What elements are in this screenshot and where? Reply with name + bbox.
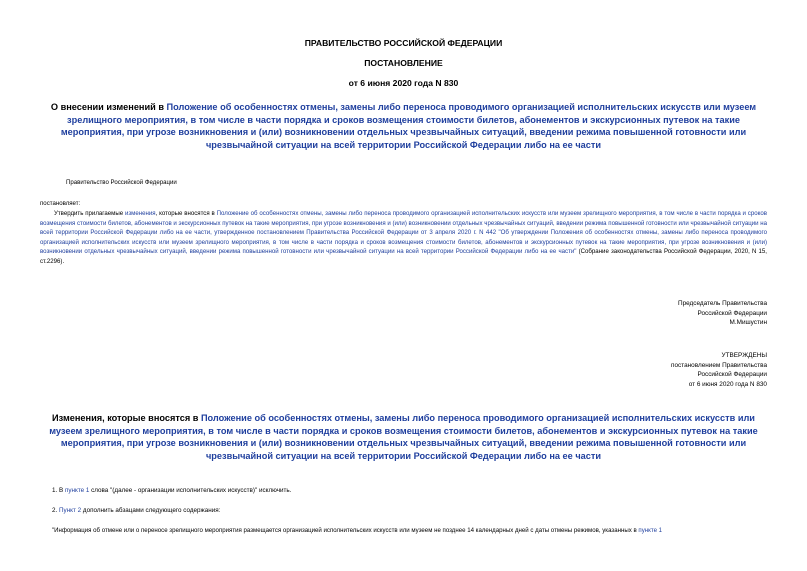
document-title bbox=[40, 101, 767, 151]
document-date: от 6 июня 2020 года N 830 bbox=[348, 78, 459, 88]
item-3-text: "Информация об отмене или о переносе зрелищного мероприятия размещается организацией исполнительских искусств или музеем не позднее 14 календарных дней с даты отмены режимов, указанных в bbox=[52, 527, 639, 534]
signature-line-2: Российской Федерации bbox=[697, 309, 767, 317]
approved-line-4: от 6 июня 2020 года N 830 bbox=[688, 380, 767, 388]
approved-line-2: постановлением Правительства bbox=[671, 361, 767, 369]
document-type: ПОСТАНОВЛЕНИЕ bbox=[364, 58, 443, 68]
resolves-text: постановляет: bbox=[40, 200, 81, 207]
resolution-paragraph bbox=[40, 209, 767, 267]
item-2-link[interactable]: Пункт 2 bbox=[59, 507, 82, 514]
signature-block bbox=[678, 299, 767, 328]
p1-text-2: , которые вносятся в bbox=[155, 210, 217, 217]
signature-line-1: Председатель Правительства bbox=[678, 300, 767, 307]
item-3 bbox=[52, 527, 772, 534]
item-1-text-2: слова "(далее - организации исполнительских искусств)" исключить. bbox=[89, 487, 292, 494]
p1-text-3: (Собрание законодательства Российской Федерации, 2020, N 15, ст.2296). bbox=[40, 248, 767, 265]
regulation-link[interactable]: Положение об особенностях отмены, замены либо переноса проводимого организацией исполнительских искусств или музеем зрелищного мероприятия, в том числе в части порядка и сроков возмещения стоимости билетов, абонементов и экскурсионных путевок на такие мероприятия, при угрозе возникновения и (или) возникновении отдельных чрезвычайных ситуаций, введении режима повышенной готовности или чрезвычайной ситуации на всей территории Российской Федерации либо на ее части, утвержденное постановлением Правительства Российской Федерации от 3 апреля 2020 г. N 442 "Об утверждении Положения об особенностях отмены, замены либо переноса проводимого организацией исполнительских искусств или музеем зрелищного мероприятия, в том числе в части порядка и сроков возмещения стоимости билетов, абонементов и экскурсионных путевок на такие мероприятия, при угрозе возникновения и (или) возникновении отдельных чрезвычайных ситуаций, введении режима повышенной готовности или чрезвычайной ситуации на всей территории Российской Федерации либо на ее части" bbox=[40, 210, 767, 256]
approved-line-3: Российской Федерации bbox=[697, 371, 767, 379]
title2-prefix: Изменения, которые вносятся в bbox=[52, 413, 201, 423]
p1-text-1: Утвердить прилагаемые bbox=[54, 210, 125, 217]
title2-link[interactable]: Положение об особенностях отмены, замены либо переноса проводимого организацией исполнительских искусств или музеем зрелищного мероприятия, в том числе в части порядка и сроков возмещения стоимости билетов, абонементов и экскурсионных путевок на такие мероприятия, при угрозе возникновения и (или) возникновении отдельных чрезвычайных ситуаций, введении режима повышенной готовности или чрезвычайной ситуации на всей территории Российской Федерации либо на ее части bbox=[49, 413, 758, 461]
title-link[interactable]: Положение об особенностях отмены, замены либо переноса проводимого организацией исполнительских искусств или музеем зрелищного мероприятия, в том числе в части порядка и сроков возмещения стоимости билетов, абонементов и экскурсионных путевок на такие мероприятия, при угрозе возникновения и (или) возникновении отдельных чрезвычайных ситуаций, введении режима повышенной готовности или чрезвычайной ситуации на всей территории Российской Федерации либо на ее части bbox=[60, 102, 757, 150]
item-1 bbox=[52, 487, 291, 494]
item-1-text-1: 1. В bbox=[52, 487, 65, 494]
org-name: ПРАВИТЕЛЬСТВО РОССИЙСКОЙ ФЕДЕРАЦИИ bbox=[304, 38, 503, 48]
item-3-link[interactable]: пункте 1 bbox=[638, 527, 663, 534]
item-2-text: дополнить абзацами следующего содержания: bbox=[81, 507, 221, 514]
title-prefix: О внесении изменений в bbox=[50, 102, 167, 112]
item-1-link[interactable]: пункте 1 bbox=[64, 487, 90, 494]
changes-link[interactable]: изменения bbox=[124, 210, 156, 217]
changes-title bbox=[40, 412, 767, 462]
approved-block bbox=[671, 351, 767, 389]
signature-line-3: М.Мишустин bbox=[729, 319, 767, 327]
item-2-number: 2. bbox=[52, 507, 60, 514]
item-2 bbox=[52, 507, 220, 514]
approved-line-1: УТВЕРЖДЕНЫ bbox=[721, 352, 767, 359]
government-text: Правительство Российской Федерации bbox=[66, 179, 177, 186]
